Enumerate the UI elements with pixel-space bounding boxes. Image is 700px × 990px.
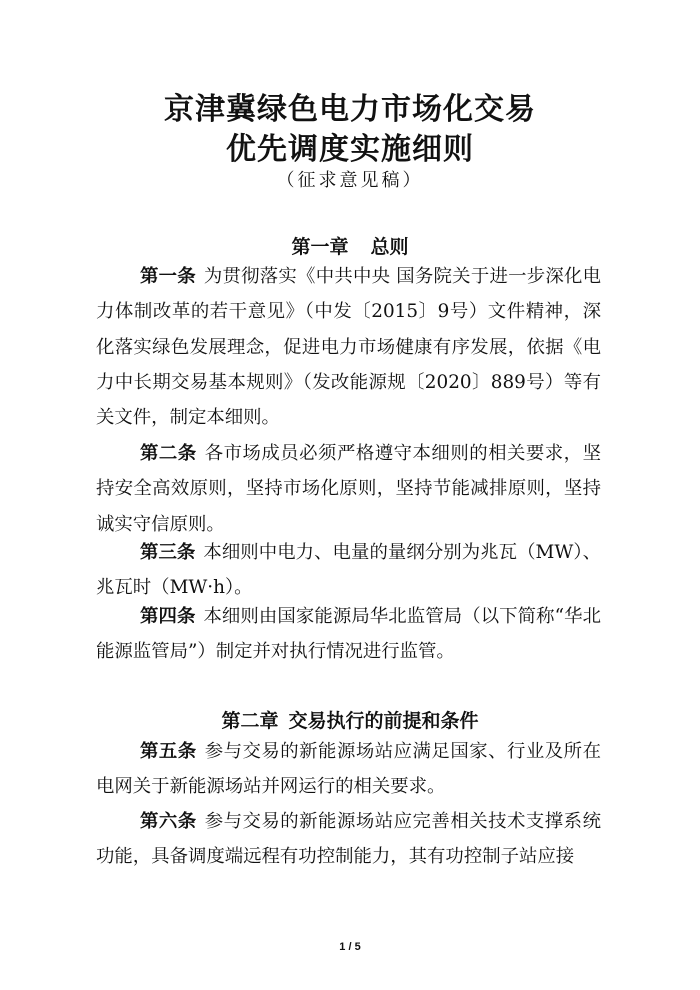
article-label: 第一条 bbox=[140, 266, 196, 287]
chapter-name: 交易执行的前提和条件 bbox=[288, 710, 479, 732]
page-indicator: 1 / 5 bbox=[339, 941, 361, 953]
article-4 bbox=[96, 599, 601, 670]
article-text: 参与交易的新能源场站应满足国家、行业及所在电网关于新能源场站并网运行的相关要求。 bbox=[96, 741, 601, 798]
article-label: 第三条 bbox=[140, 542, 196, 563]
document-title-line1: 京津冀绿色电力市场化交易 bbox=[164, 92, 536, 127]
article-label: 第六条 bbox=[140, 811, 197, 832]
chapter-number: 第一章 bbox=[291, 236, 349, 258]
article-5 bbox=[96, 734, 601, 805]
article-6 bbox=[96, 804, 601, 875]
article-1 bbox=[96, 259, 601, 435]
article-text: 各市场成员必须严格遵守本细则的相关要求，坚持安全高效原则，坚持市场化原则，坚持节能减排原则，坚持诚实守信原则。 bbox=[96, 443, 601, 535]
article-2 bbox=[96, 436, 601, 542]
document-title-line2: 优先调度实施细则 bbox=[226, 132, 474, 167]
article-text: 为贯彻落实《中共中央 国务院关于进一步深化电力体制改革的若干意见》（中发〔2015〕9号）文件精神，深化落实绿色发展理念，促进电力市场健康有序发展，依据《电力中长期交易基本规则》（发改能源规〔2020〕889号）等有关文件，制定本细则。 bbox=[96, 266, 601, 429]
article-text: 参与交易的新能源场站应完善相关技术支撑系统功能，具备调度端远程有功控制能力，其有功控制子站应接 bbox=[96, 811, 601, 868]
article-text: 本细则由国家能源局华北监管局（以下简称“华北能源监管局”）制定并对执行情况进行监管。 bbox=[96, 606, 601, 663]
article-label: 第五条 bbox=[140, 741, 197, 762]
chapter-heading-2 bbox=[0, 706, 700, 733]
article-text: 本细则中电力、电量的量纲分别为兆瓦（MW）、兆瓦时（MW·h）。 bbox=[96, 542, 601, 599]
chapter-heading-1 bbox=[0, 232, 700, 259]
article-label: 第四条 bbox=[140, 606, 196, 627]
article-label: 第二条 bbox=[140, 443, 197, 464]
chapter-number: 第二章 bbox=[221, 710, 279, 732]
chapter-name: 总则 bbox=[370, 236, 409, 258]
document-subtitle: （征求意见稿） bbox=[276, 170, 424, 191]
article-3 bbox=[96, 535, 601, 606]
